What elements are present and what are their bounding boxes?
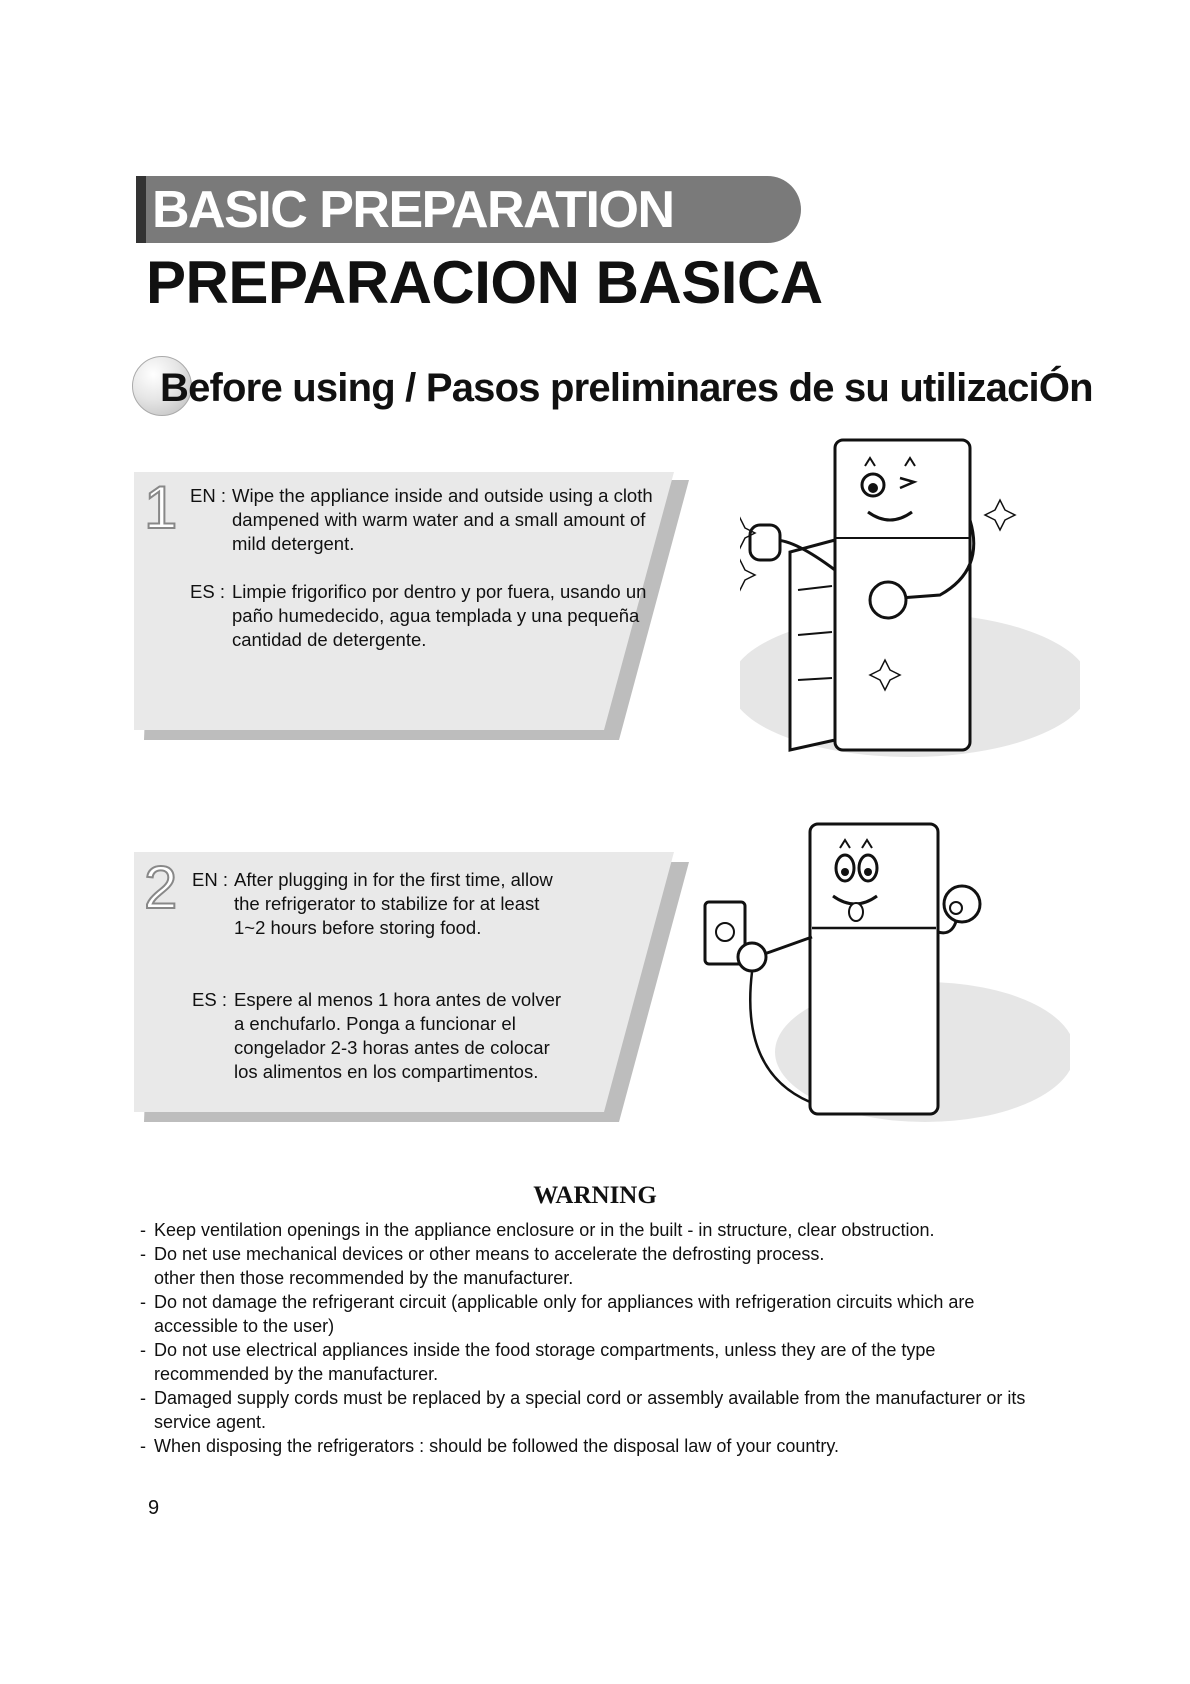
warning-item-4-line-2: recommended by the manufacturer. (154, 1364, 439, 1384)
page-subtitle: PREPARACION BASICA (146, 249, 823, 316)
warning-item-2-line-1: Do net use mechanical devices or other means to accelerate the defrosting process. (154, 1244, 825, 1264)
warning-item-1-line-1: Keep ventilation openings in the appliance enclosure or in the built - in structure, clear obstruction. (154, 1220, 935, 1240)
step-1-es-text (190, 580, 670, 652)
step-2-panel (134, 852, 694, 1124)
es-label: ES : (190, 581, 225, 602)
page-title: BASIC PREPARATION (152, 181, 674, 239)
step-2-es-text (192, 988, 652, 1084)
step-2-en-line-1: After plugging in for the first time, allow (234, 869, 553, 890)
step-1-en-line-1: Wipe the appliance inside and outside using a cloth (232, 485, 653, 506)
step-1-es-line-2: paño humedecido, agua templada y una pequeña (232, 605, 640, 626)
banner-accent-bar (136, 176, 146, 243)
step-2-en-text (192, 868, 652, 940)
step-2-en-line-2: the refrigerator to stabilize for at least (234, 893, 540, 914)
en-label: EN : (190, 485, 226, 506)
step-2-es-line-1: Espere al menos 1 hora antes de volver (234, 989, 562, 1010)
refrigerator-cleaning-illustration-icon (740, 430, 1080, 760)
warning-list (140, 1218, 1070, 1458)
warning-item-2 (140, 1242, 1070, 1266)
warning-title: WARNING (533, 1182, 657, 1209)
section-title: Before using / Pasos preliminares de su utilizaciÓn (160, 366, 1093, 410)
step-1-es-line-1: Limpie frigorifico por dentro y por fuera, usando un (232, 581, 647, 602)
warning-item-4 (140, 1338, 1070, 1362)
step-1-en-line-3: mild detergent. (232, 533, 355, 554)
warning-item-3-line-2: accessible to the user) (154, 1316, 335, 1336)
step-1-number: 1 (144, 474, 178, 541)
step-2-number: 2 (144, 854, 178, 921)
step-2-es-line-4: los alimentos en los compartimentos. (234, 1061, 539, 1082)
warning-item-4-line-1: Do not use electrical appliances inside the food storage compartments, unless they are of the type (154, 1340, 936, 1360)
warning-item-3 (140, 1290, 1070, 1314)
step-1-es-line-3: cantidad de detergente. (232, 629, 427, 650)
en-label: EN : (192, 869, 228, 890)
step-1-en-line-2: dampened with warm water and a small amount of (232, 509, 646, 530)
title-banner (136, 176, 801, 243)
page-number: 9 (148, 1497, 160, 1519)
warning-item-6-line-1: When disposing the refrigerators : should be followed the disposal law of your country. (154, 1436, 840, 1456)
es-label: ES : (192, 989, 227, 1010)
warning-item-5-line-2: service agent. (154, 1412, 267, 1432)
warning-item-5 (140, 1386, 1070, 1410)
warning-item-5-line-1: Damaged supply cords must be replaced by a special cord or assembly available from the manufacturer or its (154, 1388, 1026, 1408)
warning-item-1 (140, 1218, 1070, 1242)
warning-item-6 (140, 1434, 1070, 1458)
step-1-en-text (190, 484, 670, 556)
step-1-panel (134, 472, 694, 742)
step-2-es-line-2: a enchufarlo. Ponga a funcionar el (234, 1013, 516, 1034)
step-2-es-line-3: congelador 2-3 horas antes de colocar (234, 1037, 550, 1058)
refrigerator-plugging-illustration-icon (690, 812, 1070, 1130)
warning-item-3-line-1: Do not damage the refrigerant circuit (applicable only for appliances with refrigeration circuits which are (154, 1292, 975, 1312)
warning-item-2-line-2: other then those recommended by the manufacturer. (154, 1268, 574, 1288)
step-2-en-line-3: 1~2 hours before storing food. (234, 917, 482, 938)
